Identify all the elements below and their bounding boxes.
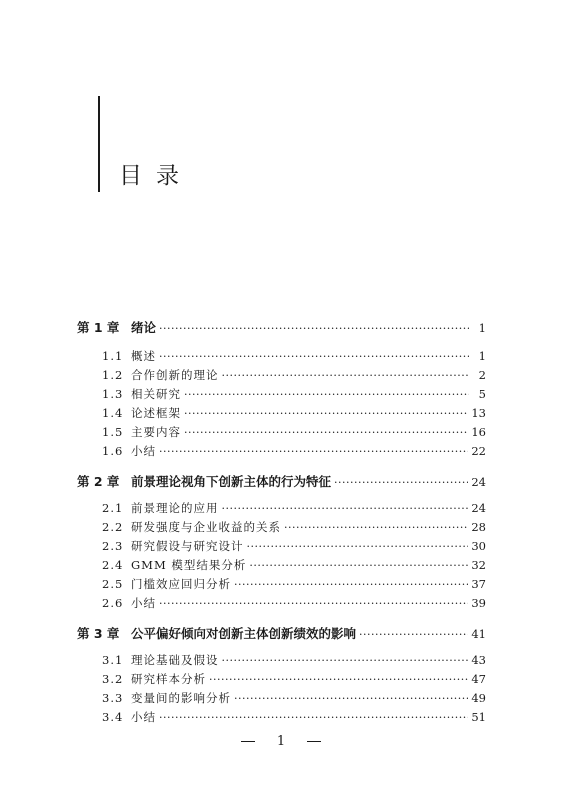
section-number: 3.1 [102,653,124,667]
dot-leader [159,350,469,363]
dot-leader [359,628,468,641]
section-title: 前景理论的应用 [131,501,219,515]
toc-section[interactable] [102,690,486,706]
section-number: 2.6 [102,596,124,610]
section-number: 2.1 [102,501,124,515]
toc-section[interactable] [102,709,486,725]
section-number: 1.6 [102,444,124,458]
section-number: 1.3 [102,387,124,401]
page-number: 39 [471,596,486,610]
dot-leader [222,502,469,515]
section-number: 2.4 [102,558,124,572]
toc-section[interactable] [102,386,486,402]
section-number: 1.1 [102,349,124,363]
section-title: 小结 [131,710,156,724]
dot-leader [159,322,469,335]
chapter-number: 第 2 章 [77,474,120,489]
toc-section[interactable] [102,500,486,516]
section-number: 3.2 [102,672,124,686]
chapter-number: 第 3 章 [77,626,120,641]
section-number: 2.3 [102,539,124,553]
section-title: 小结 [131,444,156,458]
section-title: 研究假设与研究设计 [131,539,244,553]
page-number: 2 [478,368,486,382]
chapter-number: 第 1 章 [77,320,120,335]
dot-leader [249,559,468,572]
section-title: 门槛效应回归分析 [131,577,231,591]
section-number: 3.4 [102,710,124,724]
footer-dash-right [307,741,321,742]
section-title: 相关研究 [131,387,181,401]
page-number: 13 [471,406,486,420]
chapter-title: 公平偏好倾向对创新主体创新绩效的影响 [131,626,357,641]
page-title: 目录 [119,163,193,189]
toc-section[interactable] [102,367,486,383]
toc-section[interactable] [102,405,486,421]
chapter-title: 前景理论视角下创新主体的行为特征 [131,474,332,489]
page-number: 30 [471,539,486,553]
section-title: 研发强度与企业收益的关系 [131,520,281,534]
dot-leader [209,673,468,686]
toc-section[interactable] [102,348,486,364]
section-title: 研究样本分析 [131,672,206,686]
dot-leader [184,407,468,420]
dot-leader [184,426,468,439]
page-number: 1 [478,321,486,335]
section-title: 主要内容 [131,425,181,439]
toc-section[interactable] [102,443,486,459]
toc-chapter[interactable] [77,472,486,490]
section-number: 2.5 [102,577,124,591]
toc-chapter[interactable] [77,624,486,642]
page-number: 22 [471,444,486,458]
dot-leader [222,654,469,667]
section-number: 3.3 [102,691,124,705]
section-title: 合作创新的理论 [131,368,219,382]
title-rule [98,96,100,192]
page-number: 41 [471,627,486,641]
toc-section[interactable] [102,652,486,668]
page-footer [0,734,562,749]
dot-leader [247,540,469,553]
page-number: 43 [471,653,486,667]
section-number: 1.4 [102,406,124,420]
section-number: 2.2 [102,520,124,534]
dot-leader [159,445,468,458]
section-title: 理论基础及假设 [131,653,219,667]
dot-leader [234,578,468,591]
toc-section[interactable] [102,557,486,573]
page-number: 49 [471,691,486,705]
page-number: 24 [471,475,486,489]
page-number: 5 [478,387,486,401]
dot-leader [184,388,469,401]
dot-leader [159,711,468,724]
page-number: 32 [471,558,486,572]
page-number: 16 [471,425,486,439]
section-number: 1.2 [102,368,124,382]
toc-section[interactable] [102,595,486,611]
toc-chapter[interactable] [77,318,486,336]
chapter-title: 绪论 [131,320,157,335]
section-title: 变量间的影响分析 [131,691,231,705]
dot-leader [159,597,468,610]
toc-section[interactable] [102,538,486,554]
dot-leader [284,521,468,534]
section-title: 论述框架 [131,406,181,420]
footer-dash-left [241,741,255,742]
page-number: 1 [478,349,486,363]
toc-section[interactable] [102,671,486,687]
page-number: 28 [471,520,486,534]
toc-section[interactable] [102,424,486,440]
page-number: 24 [471,501,486,515]
section-title: 小结 [131,596,156,610]
toc-section[interactable] [102,576,486,592]
page-number: 47 [471,672,486,686]
dot-leader [234,692,468,705]
section-number: 1.5 [102,425,124,439]
toc-section[interactable] [102,519,486,535]
page-number: 37 [471,577,486,591]
section-title: 概述 [131,349,156,363]
dot-leader [222,369,470,382]
footer-page-number: 1 [276,734,286,749]
page-number: 51 [471,710,486,724]
dot-leader [334,476,468,489]
section-title: GMM 模型结果分析 [131,558,247,572]
